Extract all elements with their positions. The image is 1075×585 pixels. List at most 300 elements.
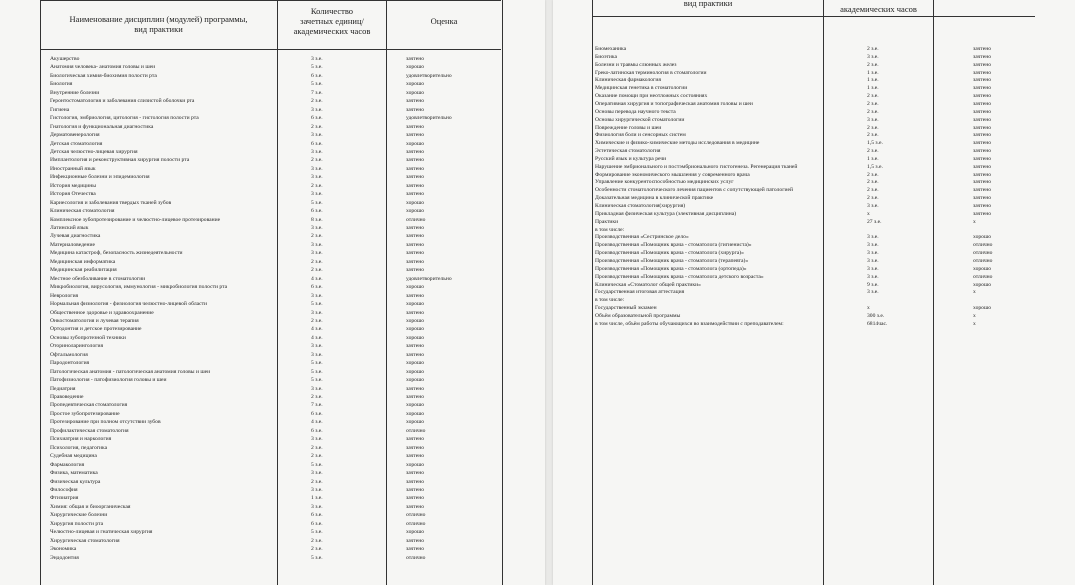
cell-grade: зачтено [406, 165, 424, 172]
table-row [50, 199, 540, 207]
table-row [50, 309, 540, 317]
cell-discipline: Геронтостоматология и заболевания слизистой оболочки рта [50, 98, 195, 105]
cell-discipline: Хирургическая стоматология [50, 537, 120, 544]
cell-grade: зачтено [973, 116, 991, 123]
cell-discipline: Акушерство [50, 56, 80, 62]
cell-grade: удовлетворительно [406, 115, 452, 122]
cell-credits: 2 з.е. [311, 537, 323, 544]
cell-grade: хорошо [406, 410, 425, 417]
cell-grade: зачтено [973, 61, 991, 68]
cell-discipline: Экономика [50, 546, 77, 553]
cell-discipline: Особенности стоматологического лечения пациентов с сопутствующей патологией [595, 187, 793, 194]
cell-grade: зачтено [973, 53, 991, 60]
cell-discipline: Анатомия человека- анатомия головы и шеи [50, 64, 156, 71]
cell-discipline: Лучевая диагностика [50, 233, 101, 240]
table-row [595, 265, 1065, 273]
table-row [50, 140, 540, 148]
cell-grade: зачтено [406, 241, 424, 248]
cell-grade: зачтено [406, 385, 424, 392]
cell-grade: зачтено [406, 394, 424, 400]
cell-grade: зачтено [973, 93, 991, 100]
table-row [595, 76, 1065, 84]
cell-credits: 1 з.е. [867, 85, 879, 92]
cell-grade: хорошо [406, 284, 425, 291]
cell-grade: хорошо [973, 281, 992, 288]
cell-credits: 5 з.е. [311, 554, 323, 561]
cell-grade: удовлетворительно [406, 275, 452, 282]
cell-credits: 2 з.е. [311, 444, 323, 451]
cell-grade: зачтено [406, 225, 424, 231]
cell-discipline: в том числе: [595, 297, 625, 304]
cell-grade: отлично [973, 250, 993, 257]
cell-credits: х [867, 305, 870, 312]
cell-grade: зачтено [406, 444, 424, 451]
table-row [50, 385, 540, 393]
cell-grade: отлично [406, 512, 426, 519]
cell-credits: 3 з.е. [311, 486, 323, 493]
cell-discipline: Биология [50, 81, 73, 88]
cell-credits: 3 з.е. [311, 250, 323, 257]
cell-discipline: Основы хирургической стоматологии [595, 116, 685, 123]
table-row [50, 359, 540, 367]
table-row [595, 210, 1065, 218]
cell-credits: 2 з.е. [311, 453, 323, 460]
cell-discipline: Фтизиатрия [50, 495, 79, 502]
cell-discipline: Ортодонтия и детское протезирование [50, 326, 142, 333]
cell-grade: хорошо [406, 208, 425, 215]
cell-grade: хорошо [406, 326, 425, 333]
table-row [50, 376, 540, 384]
cell-credits: 6 з.е. [311, 520, 323, 527]
cell-credits: 4 з.е. [311, 275, 323, 282]
cell-discipline: Производственная «Помощник врача - стоматолога (гигиениста)» [595, 242, 752, 249]
cell-grade: хорошо [406, 461, 425, 468]
cell-grade: зачтено [973, 148, 991, 155]
cell-discipline: Общественное здоровье и здравоохранение [50, 309, 154, 316]
table-row [595, 194, 1065, 202]
cell-credits: 2 з.е. [867, 46, 879, 52]
table-row [595, 116, 1065, 124]
cell-grade: зачтено [406, 546, 424, 553]
table-row [50, 114, 540, 122]
cell-grade: зачтено [973, 77, 991, 84]
cell-discipline: Материаловедение [50, 241, 95, 248]
table-row [50, 478, 540, 486]
cell-credits: 2 з.е. [867, 100, 879, 107]
header-text: Количество [310, 6, 354, 16]
right-header-credits [824, 4, 933, 14]
table-row [595, 257, 1065, 265]
cell-credits: 3 з.е. [311, 132, 323, 139]
table-row [50, 427, 540, 435]
cell-discipline: Медицина катастроф, безопасность жизнедеятельности [50, 250, 183, 257]
cell-credits: 2 з.е. [311, 258, 323, 265]
cell-discipline: Эстетическая стоматология [595, 148, 661, 155]
cell-grade: зачтено [406, 182, 424, 189]
table-row [595, 124, 1065, 132]
cell-credits: 3 з.е. [867, 203, 879, 209]
table-row [50, 72, 540, 80]
cell-grade: х [973, 289, 976, 296]
cell-discipline: Клиническая стоматология [50, 208, 115, 215]
cell-credits: 2 з.е. [311, 546, 323, 553]
table-row [595, 61, 1065, 69]
table-row [595, 155, 1065, 163]
cell-discipline: Психиатрия и наркология [50, 436, 112, 443]
cell-grade: х [973, 320, 976, 327]
cell-grade: зачтено [406, 343, 424, 350]
cell-credits: 2 з.е. [311, 157, 323, 164]
cell-credits: 2 з.е. [867, 179, 879, 186]
table-row [50, 461, 540, 469]
cell-grade: зачтено [406, 486, 424, 493]
table-row [50, 97, 540, 105]
cell-grade: хорошо [406, 529, 425, 536]
cell-grade: хорошо [406, 360, 425, 367]
cell-credits: 9 з.е. [867, 281, 879, 288]
left-header-grade [387, 16, 501, 26]
table-row [50, 80, 540, 88]
cell-credits: 6 з.е. [311, 72, 323, 79]
table-row [595, 45, 1065, 53]
cell-discipline: Основы перевода научного текста [595, 108, 676, 115]
cell-grade: удовлетворительно [406, 72, 452, 79]
cell-grade: отлично [406, 216, 426, 223]
cell-grade: зачтено [973, 163, 991, 170]
table-row [50, 156, 540, 164]
table-row [50, 266, 540, 274]
cell-credits: 5 з.е. [311, 360, 323, 367]
table-row [50, 249, 540, 257]
table-row [50, 452, 540, 460]
cell-credits: 2 з.е. [867, 187, 879, 194]
cell-discipline: Патологическая анатомия - патологическая анатомия головы и шеи [50, 368, 211, 375]
table-row [595, 131, 1065, 139]
cell-discipline: Химия: общая и биоорганическая [50, 503, 131, 510]
cell-discipline: История Отечества [50, 191, 96, 198]
cell-grade: зачтено [406, 478, 424, 485]
cell-discipline: Русский язык и культура речи [595, 155, 667, 162]
cell-grade: хорошо [406, 301, 425, 308]
table-row [595, 84, 1065, 92]
cell-credits: 6 з.е. [311, 284, 323, 291]
cell-discipline: Физиология боли и сенсорных систем [595, 132, 686, 139]
table-row [50, 486, 540, 494]
cell-discipline: Детская стоматология [50, 140, 103, 147]
cell-discipline: Пародонтология [50, 360, 90, 367]
cell-grade: зачтено [406, 250, 424, 257]
cell-credits: 1 з.е. [867, 69, 879, 76]
table-row [595, 233, 1065, 241]
cell-credits: 5 з.е. [311, 377, 323, 384]
table-row [50, 55, 540, 63]
table-row [50, 123, 540, 131]
cell-grade: отлично [973, 257, 993, 264]
cell-grade: хорошо [406, 140, 425, 147]
cell-credits: 2 з.е. [311, 98, 323, 105]
cell-credits: 3 з.е. [311, 309, 323, 316]
cell-discipline: Внутренние болезни [50, 89, 100, 96]
cell-grade: зачтено [973, 100, 991, 107]
cell-grade: хорошо [973, 265, 992, 272]
table-row [595, 108, 1065, 116]
cell-credits: 2 з.е. [867, 148, 879, 155]
table-row [50, 444, 540, 452]
cell-grade: зачтено [406, 267, 424, 274]
cell-grade: зачтено [973, 69, 991, 76]
cell-discipline: Медицинская информатика [50, 258, 116, 265]
cell-credits: 5 з.е. [311, 301, 323, 308]
table-row [50, 283, 540, 291]
header-text: академических часов [840, 4, 917, 14]
table-row [50, 232, 540, 240]
cell-discipline: Комплексное зубопротезирование и челюстно-лицевое протезирование [50, 216, 221, 223]
cell-credits: 3 з.е. [867, 273, 879, 280]
table-row [50, 351, 540, 359]
cell-discipline: История медицины [50, 182, 96, 189]
cell-credits: 3 з.е. [311, 292, 323, 299]
cell-credits: 3 з.е. [311, 343, 323, 350]
cell-discipline: Биоэтика [595, 53, 618, 60]
cell-credits: 2 з.е. [867, 61, 879, 68]
cell-discipline: Правоведение [50, 394, 84, 400]
cell-credits: 5 з.е. [311, 199, 323, 206]
cell-grade: зачтено [973, 210, 991, 217]
table-row [595, 147, 1065, 155]
cell-credits: 5 з.е. [311, 368, 323, 375]
cell-grade: зачтено [973, 203, 991, 209]
cell-discipline: Пропедевтическая стоматология [50, 402, 128, 409]
cell-grade: хорошо [406, 419, 425, 426]
cell-credits: 3 з.е. [311, 106, 323, 113]
table-row [595, 139, 1065, 147]
table-row [50, 182, 540, 190]
cell-discipline: Оториноларингология [50, 343, 104, 350]
left-header-credits [278, 6, 386, 36]
cell-discipline: Иностранный язык [50, 165, 96, 172]
cell-discipline: Эндодонтия [50, 554, 79, 561]
cell-discipline: Профилактическая стоматология [50, 427, 129, 434]
cell-discipline: Местное обезболивание в стоматологии [50, 275, 146, 282]
cell-grade: зачтено [973, 132, 991, 139]
cell-discipline: Объём образовательной программы [595, 312, 681, 319]
cell-discipline: Гистология, эмбриология, цитология - гистология полости рта [50, 115, 199, 122]
table-row [50, 334, 540, 342]
cell-credits: 3 з.е. [311, 191, 323, 198]
cell-credits: 3 з.е. [867, 289, 879, 296]
cell-grade: зачтено [406, 495, 424, 502]
cell-discipline: Простое зубопротезирование [50, 410, 120, 417]
cell-discipline: Производственная «Помощник врача - стоматолога (хирурга)» [595, 250, 744, 257]
cell-discipline: Челюстно-лицевая и гнатическая хирургия [50, 529, 153, 536]
cell-grade: зачтено [406, 106, 424, 113]
header-text: вид практики [134, 24, 183, 34]
table-row [50, 106, 540, 114]
header-text: зачетных единиц/ [300, 16, 364, 26]
cell-grade: х [973, 312, 976, 319]
table-row [595, 249, 1065, 257]
cell-discipline: Фармакология [50, 461, 85, 468]
cell-credits: 3 з.е. [311, 174, 323, 181]
cell-discipline: Нарушение эмбрионального и постэмбрионального гистогенеза. Регенерация тканей [595, 163, 798, 170]
table-row [50, 393, 540, 401]
cell-credits: 4 з.е. [311, 419, 323, 426]
cell-grade: зачтено [973, 85, 991, 92]
right-page [553, 0, 1075, 585]
cell-discipline: Производственная «Сестринское дело» [595, 234, 689, 241]
cell-credits: 3 з.е. [311, 148, 323, 155]
table-row [50, 469, 540, 477]
table-row [50, 342, 540, 350]
cell-credits: 5 з.е. [311, 64, 323, 71]
right-header-discipline [593, 0, 823, 8]
cell-credits: 2 з.е. [867, 124, 879, 131]
cell-grade: хорошо [973, 305, 992, 312]
table-row [50, 292, 540, 300]
cell-credits: 3 з.е. [311, 241, 323, 248]
cell-credits: 2 з.е. [311, 267, 323, 274]
cell-credits: 1 з.е. [311, 495, 323, 502]
cell-grade: зачтено [973, 108, 991, 115]
table-row [595, 273, 1065, 281]
cell-discipline: Педиатрия [50, 385, 76, 392]
table-row [595, 312, 1065, 320]
cell-grade: зачтено [973, 46, 991, 52]
table-row [595, 281, 1065, 289]
cell-discipline: Неврология [50, 292, 79, 299]
cell-credits: 3 з.е. [867, 265, 879, 272]
table-row [595, 100, 1065, 108]
cell-grade: хорошо [406, 377, 425, 384]
cell-grade: зачтено [973, 140, 991, 147]
header-text: Оценка [430, 16, 458, 26]
cell-grade: х [973, 218, 976, 225]
cell-grade: хорошо [406, 64, 425, 71]
cell-credits: 2 з.е. [311, 317, 323, 324]
table-row [50, 300, 540, 308]
cell-grade: зачтено [406, 503, 424, 510]
table-row [595, 296, 1065, 304]
table-row [50, 410, 540, 418]
cell-discipline: Латинский язык [50, 225, 89, 231]
cell-grade: зачтено [973, 124, 991, 131]
cell-discipline: в том числе: [595, 226, 625, 233]
cell-grade: зачтено [406, 292, 424, 299]
cell-credits: 3 з.е. [311, 351, 323, 358]
table-row [50, 520, 540, 528]
table-row [595, 53, 1065, 61]
cell-grade: зачтено [406, 436, 424, 443]
cell-grade: отлично [406, 427, 426, 434]
table-row [50, 503, 540, 511]
cell-grade: хорошо [406, 317, 425, 324]
cell-grade: зачтено [406, 351, 424, 358]
cell-credits: 3 з.е. [867, 250, 879, 257]
cell-credits: 3 з.е. [867, 116, 879, 123]
table-row [50, 554, 540, 562]
cell-discipline: Офтальмология [50, 351, 88, 358]
cell-discipline: Греко-латинская терминология в стоматологии [595, 69, 707, 76]
cell-discipline: Протезирование при полном отсутствии зубов [50, 419, 161, 426]
table-row [595, 218, 1065, 226]
cell-credits: 2 з.е. [867, 93, 879, 100]
cell-grade: зачтено [406, 191, 424, 198]
cell-discipline: Физическая культура [50, 478, 101, 485]
cell-credits: 27 з.е. [867, 218, 882, 225]
cell-discipline: в том числе, объём работы обучающихся во взаимодействии с преподавателем: [595, 320, 784, 327]
table-row [50, 317, 540, 325]
cell-credits: 3 з.е. [311, 385, 323, 392]
cell-grade: отлично [973, 273, 993, 280]
cell-discipline: Физика, математика [50, 470, 98, 477]
table-row [50, 148, 540, 156]
cell-credits: 1 з.е. [867, 155, 879, 162]
cell-discipline: Дерматовенерология [50, 132, 100, 139]
cell-discipline: Клиническая «Стоматолог общей практики» [595, 281, 701, 288]
table-row [50, 537, 540, 545]
table-row [595, 241, 1065, 249]
table-row [595, 163, 1065, 171]
table-row [50, 401, 540, 409]
cell-credits: 6 з.е. [311, 115, 323, 122]
cell-grade: зачтено [406, 56, 424, 62]
cell-discipline: Оперативная хирургия и топографическая анатомия головы и шеи [595, 100, 753, 107]
cell-credits: 2 з.е. [867, 108, 879, 115]
cell-credits: 3 з.е. [311, 165, 323, 172]
cell-credits: 5 з.е. [311, 461, 323, 468]
cell-discipline: Химические и физико-химические методы исследования в медицине [595, 140, 760, 147]
cell-credits: 2 з.е. [867, 195, 879, 202]
cell-grade: отлично [406, 554, 426, 561]
cell-grade: зачтено [406, 132, 424, 139]
table-row [50, 131, 540, 139]
cell-discipline: Болезни и травмы слюнных желез [595, 61, 677, 68]
cell-grade: зачтено [406, 309, 424, 316]
cell-discipline: Производственная «Помощник врача - стоматолога детского возраста» [595, 273, 764, 280]
cell-discipline: Кариесология и заболевания твердых тканей зубов [50, 199, 172, 206]
cell-discipline: Психология, педагогика [50, 444, 108, 451]
cell-grade: зачтено [973, 195, 991, 202]
cell-grade: зачтено [406, 98, 424, 105]
table-row [50, 258, 540, 266]
cell-credits: 7 з.е. [311, 402, 323, 409]
cell-grade: зачтено [406, 157, 424, 164]
cell-credits: 6 з.е. [311, 512, 323, 519]
cell-discipline: Практики [595, 218, 619, 225]
cell-credits: 5 з.е. [311, 81, 323, 88]
cell-grade: хорошо [406, 81, 425, 88]
cell-credits: 1,5 з.е. [867, 140, 883, 147]
cell-credits: 3 з.е. [311, 56, 323, 62]
cell-grade: зачтено [973, 171, 991, 178]
cell-credits: 8 з.е. [311, 216, 323, 223]
cell-credits: 5 з.е. [311, 529, 323, 536]
cell-discipline: Основы зубопротезной техники [50, 334, 126, 341]
table-row [595, 304, 1065, 312]
header-text: Наименование дисциплин (модулей) программы, [69, 14, 248, 24]
cell-discipline: Патофизиология - патофизиология головы и шеи [50, 377, 167, 384]
table-row [595, 288, 1065, 296]
cell-discipline: Хирургия полости рта [50, 520, 104, 527]
cell-credits: 3 з.е. [867, 234, 879, 241]
table-row [50, 173, 540, 181]
table-row [50, 418, 540, 426]
table-row [50, 545, 540, 553]
table-row [50, 528, 540, 536]
cell-credits: 2 з.е. [311, 394, 323, 400]
cell-credits: 6 з.е. [311, 140, 323, 147]
table-row [50, 89, 540, 97]
